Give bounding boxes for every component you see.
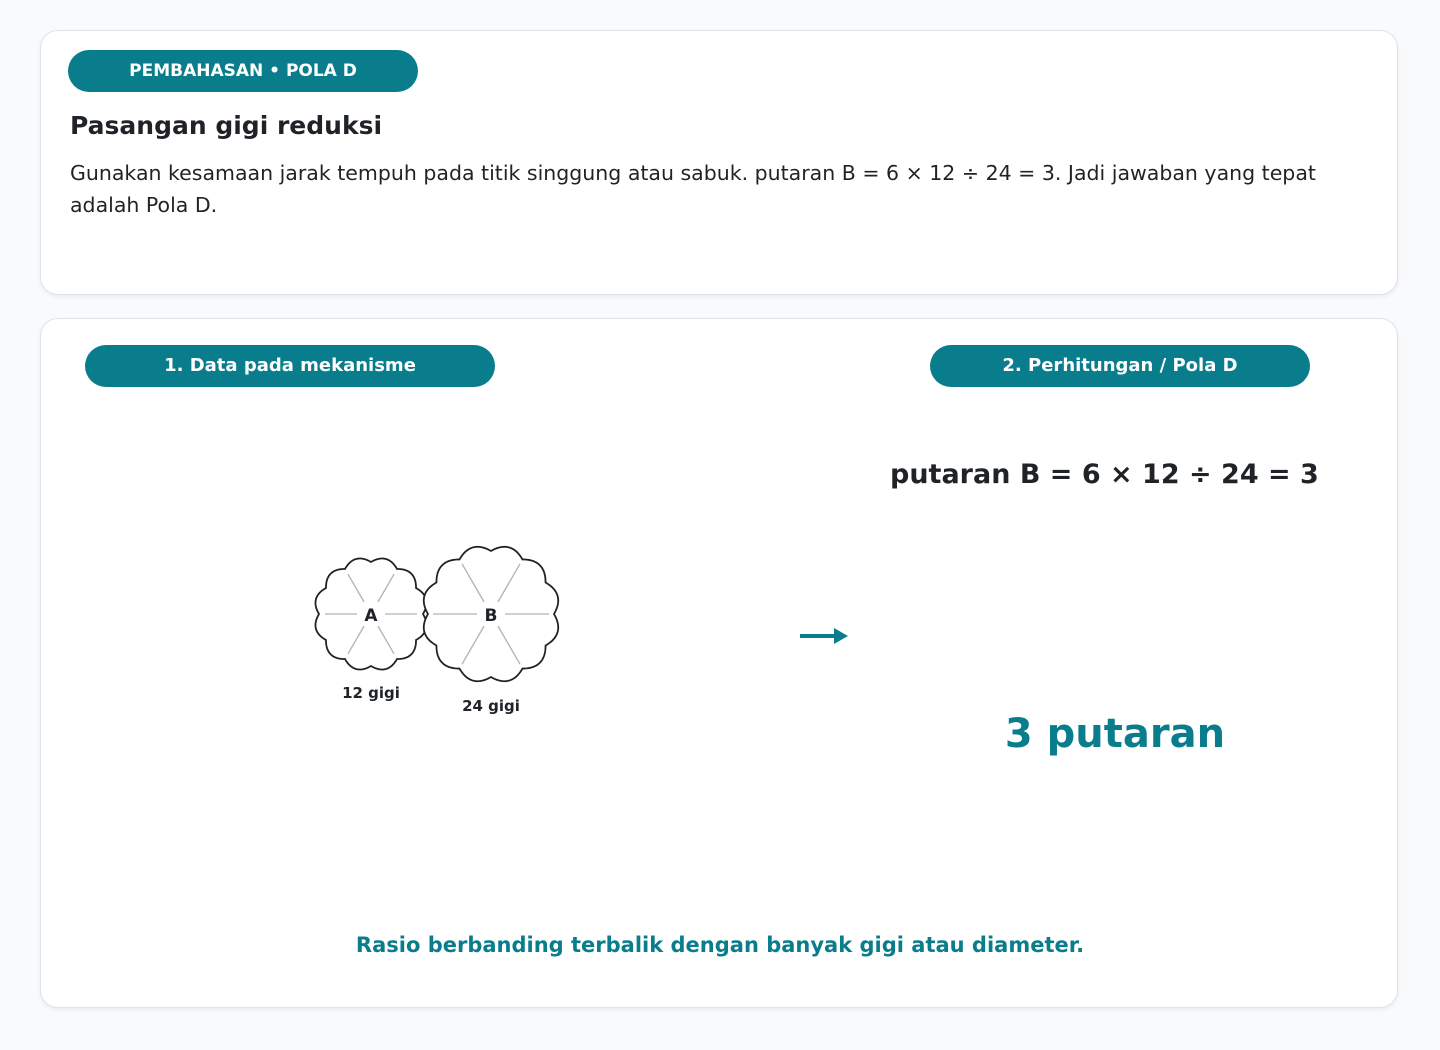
- gear-a-label: A: [364, 606, 378, 626]
- gear-diagram: [291, 519, 591, 739]
- calculation-formula: putaran B = 6 × 12 ÷ 24 = 3: [890, 459, 1319, 490]
- pattern-badge: PEMBAHASAN • POLA D: [68, 50, 418, 92]
- step-1-label: 1. Data pada mekanisme: [85, 345, 495, 387]
- gear-a: [315, 558, 426, 702]
- gear-b: [424, 547, 558, 715]
- gear-b-teeth-label: 24 gigi: [462, 697, 520, 715]
- explanation-text: Gunakan kesamaan jarak tempuh pada titik singgung atau sabuk. putaran B = 6 × 12 ÷ 24 = 3. Jadi jawaban yang tepat adalah Pola D.: [70, 161, 1316, 217]
- ratio-note: Rasio berbanding terbalik dengan banyak gigi atau diameter.: [355, 933, 1085, 957]
- gear-b-label: B: [484, 606, 498, 626]
- result-value: 3 putaran: [1004, 711, 1226, 757]
- diagram-card: [40, 318, 1398, 1008]
- arrow-right-icon: [796, 621, 856, 651]
- step-2-label: 2. Perhitungan / Pola D: [930, 345, 1310, 387]
- gear-a-teeth-label: 12 gigi: [342, 684, 400, 702]
- card-title: Pasangan gigi reduksi: [70, 111, 383, 140]
- explanation-card: [40, 30, 1398, 295]
